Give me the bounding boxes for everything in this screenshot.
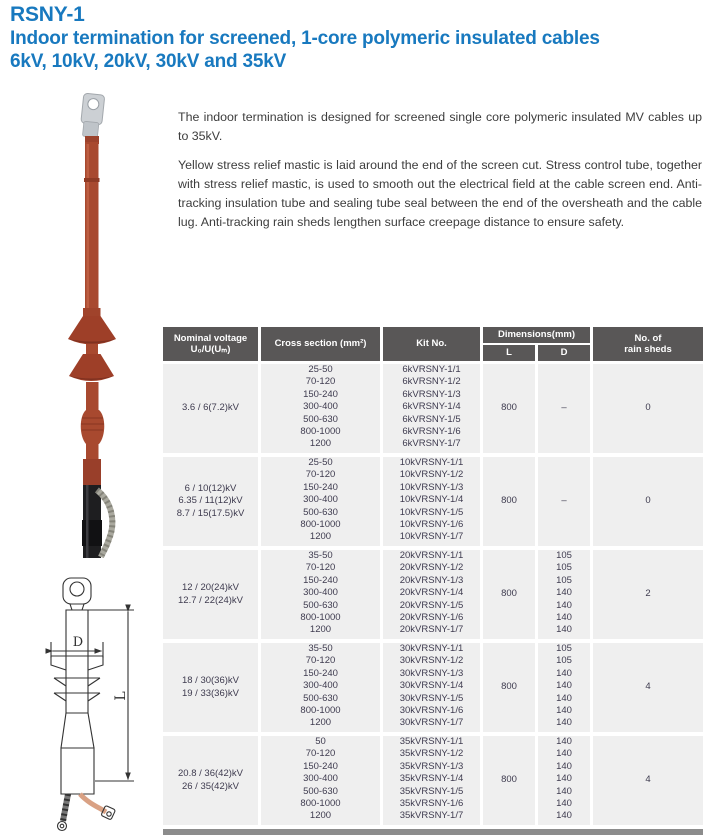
cross-section-cell-line: 500-630 [303, 599, 338, 611]
header-rain-sheds-line1: No. of [634, 332, 662, 344]
cable-lug [79, 93, 104, 138]
cross-section-cell-line: 500-630 [303, 506, 338, 518]
cross-section-cell-line: 70-120 [305, 562, 336, 574]
cross-section-cell-line: 70-120 [305, 469, 336, 481]
technical-drawing [18, 576, 168, 834]
cross-section-cell-line: 150-240 [303, 760, 338, 772]
dim-d-cell-line: 140 [556, 785, 572, 797]
cross-section-cell [261, 457, 380, 546]
kit-no-cell [383, 457, 480, 546]
kit-no-cell-line: 30kVRSNY-1/6 [399, 705, 464, 717]
voltage-cell-line: 6 / 10(12)kV [184, 482, 237, 494]
dim-d-cell-line: 140 [556, 773, 572, 785]
rain-sheds-cell-line: 2 [645, 588, 651, 600]
kit-no-cell-line: 20kVRSNY-1/3 [399, 574, 464, 586]
voltage-cell-line: 19 / 33(36)kV [181, 687, 240, 699]
cross-section-cell-line: 150-240 [303, 388, 338, 400]
dim-l-cell-line: 800 [501, 588, 517, 600]
cross-section-cell [261, 643, 380, 732]
kit-no-cell-line: 6kVRSNY-1/7 [402, 438, 461, 450]
voltage-cell-line: 8.7 / 15(17.5)kV [176, 507, 245, 519]
intro-text [178, 108, 702, 242]
dim-d-cell-line: 105 [556, 655, 572, 667]
dim-d-label: D [72, 635, 84, 650]
rain-sheds-cell [593, 736, 703, 825]
header-rain-sheds [593, 327, 703, 361]
cross-section-cell-line: 35-50 [308, 550, 333, 561]
table-row-group [163, 643, 703, 732]
dim-d-cell-line: 140 [556, 748, 572, 760]
kit-no-cell-line: 30kVRSNY-1/2 [399, 655, 464, 667]
dim-d-cell-line: 140 [556, 612, 572, 624]
cross-section-cell-line: 300-400 [303, 773, 338, 785]
rain-sheds-cell-line: 4 [645, 774, 651, 786]
dim-d-cell-line: 105 [556, 562, 572, 574]
header-dim-d: D [538, 345, 590, 361]
drawing-earth-wire [80, 794, 116, 820]
kit-no-cell-line: 35kVRSNY-1/2 [399, 748, 464, 760]
cross-section-cell-line: 300-400 [303, 587, 338, 599]
cross-section-cell-line: 1200 [309, 810, 332, 822]
kit-no-cell-line: 6kVRSNY-1/2 [402, 376, 461, 388]
dim-d-cell-line: – [561, 402, 567, 414]
kit-no-cell-line: 30kVRSNY-1/7 [399, 717, 464, 729]
dim-l-cell-line: 800 [501, 774, 517, 786]
dim-d-cell-line: 140 [556, 599, 572, 611]
dim-l-label: L [113, 691, 129, 701]
cross-section-cell-line: 500-630 [303, 785, 338, 797]
kit-no-cell [383, 736, 480, 825]
dim-d-cell-line: 140 [556, 692, 572, 704]
cross-section-cell-line: 25-50 [308, 364, 333, 375]
drawing-ground-braid [58, 794, 69, 831]
header-dim-l: L [483, 345, 535, 361]
table-bottom-bar [163, 829, 703, 835]
cross-section-cell-line: 70-120 [305, 655, 336, 667]
dim-d-cell-line: 105 [556, 643, 572, 654]
kit-no-cell-line: 30kVRSNY-1/3 [399, 667, 464, 679]
dim-d-cell-line: 140 [556, 624, 572, 636]
dim-l-cell [483, 364, 535, 453]
page-title [10, 2, 600, 73]
cross-section-cell-line: 800-1000 [300, 519, 341, 531]
dim-d-cell [538, 364, 590, 453]
cross-section-cell-line: 70-120 [305, 748, 336, 760]
header-rain-sheds-line2: rain sheds [624, 344, 672, 355]
product-code: RSNY-1 [10, 3, 85, 26]
voltage-cell-line: 6.35 / 11(12)kV [178, 495, 243, 507]
dim-d-cell [538, 457, 590, 546]
kit-no-cell-line: 35kVRSNY-1/7 [399, 810, 464, 822]
dim-d-cell [538, 643, 590, 732]
drawing-body [66, 610, 88, 713]
kit-no-cell-line: 20kVRSNY-1/5 [399, 599, 464, 611]
cross-section-cell-line: 300-400 [303, 494, 338, 506]
table-row-group [163, 550, 703, 639]
kit-no-cell-line: 30kVRSNY-1/5 [399, 692, 464, 704]
kit-no-cell-line: 6kVRSNY-1/3 [402, 388, 461, 400]
kit-no-cell-line: 20kVRSNY-1/7 [399, 624, 464, 636]
dim-d-cell-line: 140 [556, 667, 572, 679]
kit-no-cell-line: 6kVRSNY-1/6 [402, 426, 461, 438]
kit-no-cell-line: 6kVRSNY-1/4 [402, 401, 461, 413]
dim-d-cell-line: 140 [556, 760, 572, 772]
header-dimensions-group [483, 327, 590, 361]
dim-d-cell-line: 140 [556, 810, 572, 822]
cross-section-cell-line: 800-1000 [300, 612, 341, 624]
product-title: Indoor termination for screened, 1-core polymeric insulated cables [10, 28, 600, 49]
dim-d-cell [538, 736, 590, 825]
cross-section-cell-line: 800-1000 [300, 798, 341, 810]
table-row-group [163, 736, 703, 825]
rain-sheds-cell [593, 550, 703, 639]
header-nominal-voltage [163, 327, 258, 361]
cross-section-cell [261, 550, 380, 639]
kit-no-cell [383, 643, 480, 732]
cross-section-cell-line: 70-120 [305, 376, 336, 388]
rain-sheds-cell-line: 0 [645, 402, 651, 414]
voltage-cell-line: 3.6 / 6(7.2)kV [181, 402, 240, 414]
dim-l-cell-line: 800 [501, 495, 517, 507]
table-row-group [163, 457, 703, 546]
kit-no-cell-line: 35kVRSNY-1/3 [399, 760, 464, 772]
cross-section-cell-line: 50 [315, 736, 326, 747]
voltage-cell-line: 18 / 30(36)kV [181, 675, 240, 687]
dim-d-cell-line: 105 [556, 574, 572, 586]
cross-section-cell-line: 800-1000 [300, 705, 341, 717]
kit-no-cell-line: 10kVRSNY-1/1 [399, 457, 464, 468]
cross-section-cell-line: 500-630 [303, 413, 338, 425]
kit-no-cell [383, 364, 480, 453]
kit-no-cell-line: 35kVRSNY-1/1 [399, 736, 464, 747]
stress-control-section [81, 382, 105, 485]
dim-l-cell [483, 457, 535, 546]
red-insulation-tube [83, 136, 101, 318]
cross-section-cell [261, 364, 380, 453]
cross-section-cell-line: 1200 [309, 531, 332, 543]
header-dimensions: Dimensions(mm) [483, 327, 590, 343]
product-table [163, 327, 703, 835]
dim-l-cell [483, 736, 535, 825]
kit-no-cell-line: 30kVRSNY-1/1 [399, 643, 464, 654]
product-voltages: 6kV, 10kV, 20kV, 30kV and 35kV [10, 51, 287, 72]
header-cross-section: Cross section (mm²) [261, 327, 380, 361]
dim-d-cell-line: 140 [556, 705, 572, 717]
cross-section-cell-line: 300-400 [303, 401, 338, 413]
kit-no-cell-line: 20kVRSNY-1/1 [399, 550, 464, 561]
voltage-cell [163, 550, 258, 639]
dim-d-cell-line: 140 [556, 717, 572, 729]
dim-l-cell-line: 800 [501, 681, 517, 693]
cross-section-cell-line: 35-50 [308, 643, 333, 654]
voltage-cell [163, 643, 258, 732]
header-nominal-voltage-line1: Nominal voltage [173, 332, 248, 344]
product-photo [30, 92, 160, 558]
cross-section-cell-line: 150-240 [303, 574, 338, 586]
cable-jacket [82, 485, 102, 558]
kit-no-cell-line: 35kVRSNY-1/5 [399, 785, 464, 797]
voltage-cell-line: 20.8 / 36(42)kV [178, 768, 243, 780]
dim-l-cell [483, 550, 535, 639]
kit-no-cell-line: 6kVRSNY-1/1 [402, 364, 461, 375]
intro-paragraph-1: The indoor termination is designed for screened single core polymeric insulated MV cables up to 35kV. [178, 110, 702, 143]
kit-no-cell-line: 10kVRSNY-1/6 [399, 519, 464, 531]
cross-section-cell-line: 150-240 [303, 667, 338, 679]
dim-d-cell-line: 140 [556, 680, 572, 692]
kit-no-cell-line: 10kVRSNY-1/5 [399, 506, 464, 518]
dim-d-cell-line: 105 [556, 550, 572, 561]
rain-sheds-cell-line: 0 [645, 495, 651, 507]
drawing-lug [63, 578, 91, 610]
kit-no-cell-line: 35kVRSNY-1/4 [399, 773, 464, 785]
rain-sheds-cell [593, 643, 703, 732]
cross-section-cell-line: 300-400 [303, 680, 338, 692]
dim-d-cell-line: 140 [556, 736, 572, 747]
kit-no-cell-line: 30kVRSNY-1/4 [399, 680, 464, 692]
header-kit-no: Kit No. [383, 327, 480, 361]
kit-no-cell-line: 6kVRSNY-1/5 [402, 413, 461, 425]
rain-sheds-cell [593, 364, 703, 453]
voltage-cell-line: 12.7 / 22(24)kV [178, 594, 243, 606]
drawing-jacket [61, 713, 94, 794]
voltage-cell-line: 12 / 20(24)kV [181, 582, 240, 594]
cross-section-cell-line: 500-630 [303, 692, 338, 704]
table-row-group [163, 364, 703, 453]
kit-no-cell-line: 10kVRSNY-1/2 [399, 469, 464, 481]
voltage-cell-line: 26 / 35(42)kV [181, 780, 240, 792]
intro-paragraph-2: Yellow stress relief mastic is laid around the end of the screen cut. Stress control tube, together with stress relief mastic, is used to smooth out the electrical field at the cable screen end. Anti-tracking insulation tube and sealing tube seal between the end of the oversheath and the cable lug. Anti-tracking rain sheds lengthen surface creepage distance to ensure safety. [178, 158, 702, 229]
table-header [163, 327, 703, 361]
cross-section-cell-line: 1200 [309, 438, 332, 450]
dim-d-cell [538, 550, 590, 639]
kit-no-cell-line: 20kVRSNY-1/4 [399, 587, 464, 599]
cross-section-cell-line: 800-1000 [300, 426, 341, 438]
voltage-cell [163, 457, 258, 546]
cross-section-cell [261, 736, 380, 825]
kit-no-cell-line: 20kVRSNY-1/2 [399, 562, 464, 574]
cross-section-cell-line: 150-240 [303, 481, 338, 493]
cross-section-cell-line: 25-50 [308, 457, 333, 468]
kit-no-cell-line: 10kVRSNY-1/7 [399, 531, 464, 543]
cross-section-cell-line: 1200 [309, 624, 332, 636]
header-nominal-voltage-line2: U₀/U(Uₘ) [190, 344, 231, 355]
kit-no-cell-line: 10kVRSNY-1/4 [399, 494, 464, 506]
kit-no-cell [383, 550, 480, 639]
kit-no-cell-line: 20kVRSNY-1/6 [399, 612, 464, 624]
dim-l-cell-line: 800 [501, 402, 517, 414]
drawing-rain-sheds [51, 656, 103, 701]
dim-d-cell-line: 140 [556, 798, 572, 810]
rain-sheds-cell-line: 4 [645, 681, 651, 693]
dim-d-cell-line: – [561, 495, 567, 507]
kit-no-cell-line: 10kVRSNY-1/3 [399, 481, 464, 493]
dim-d-cell-line: 140 [556, 587, 572, 599]
voltage-cell [163, 364, 258, 453]
rain-sheds-cell [593, 457, 703, 546]
voltage-cell [163, 736, 258, 825]
cross-section-cell-line: 1200 [309, 717, 332, 729]
rain-sheds [68, 316, 116, 381]
kit-no-cell-line: 35kVRSNY-1/6 [399, 798, 464, 810]
dim-l-cell [483, 643, 535, 732]
table-body [163, 364, 703, 825]
